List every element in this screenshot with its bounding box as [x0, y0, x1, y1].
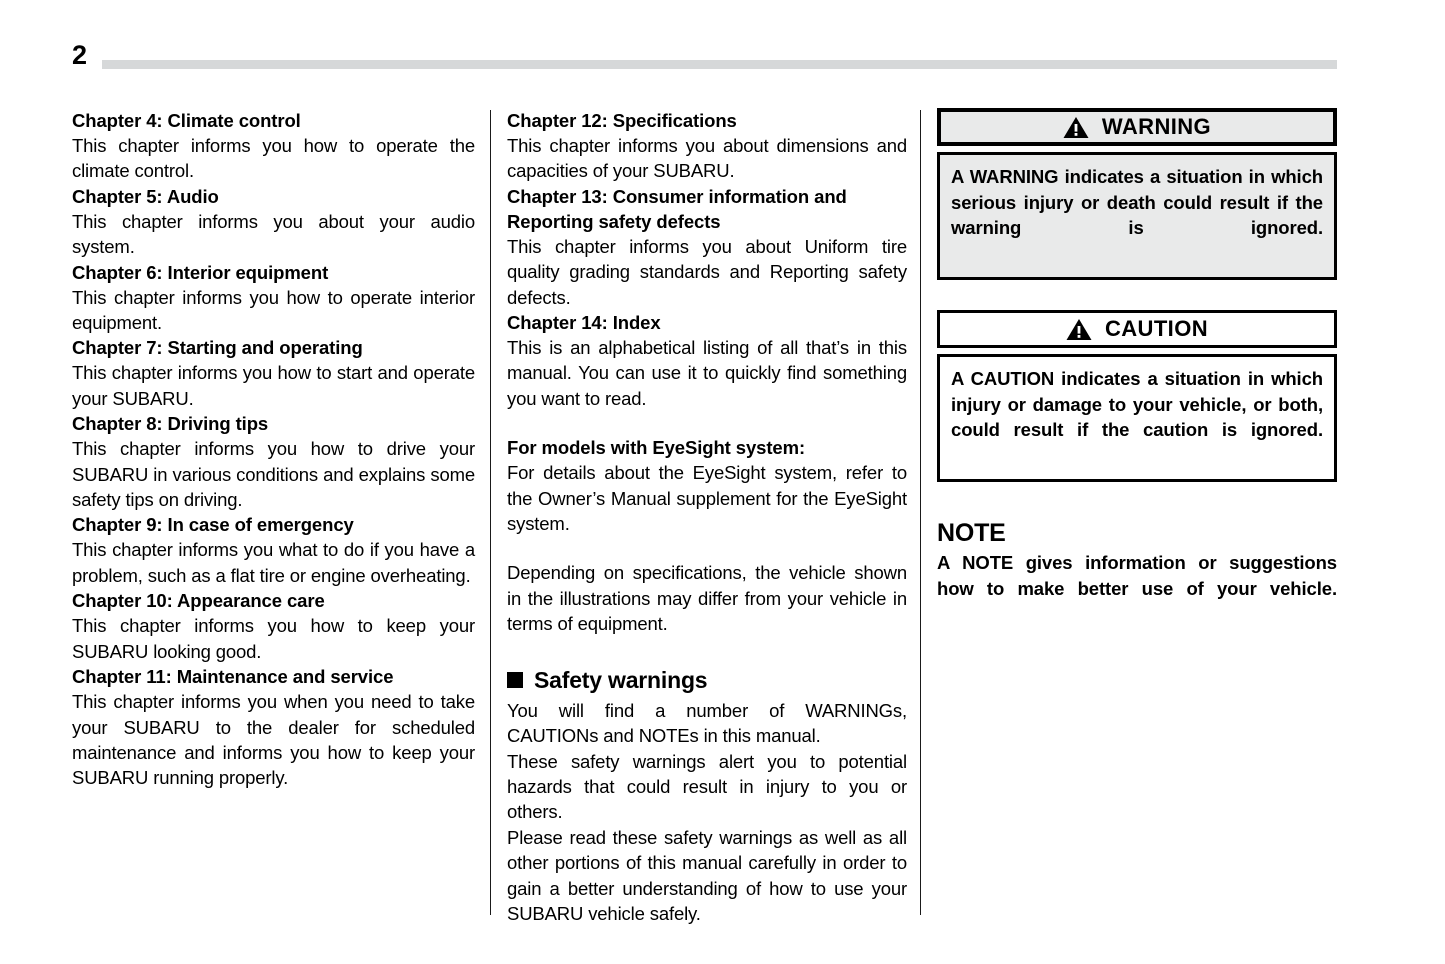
warning-title-box: [937, 108, 1337, 146]
chapter-title: Chapter 7: Starting and operating: [72, 337, 363, 359]
chapter-title: Chapter 6: Interior equipment: [72, 261, 329, 283]
chapter-description: This chapter informs you how to operate interior equipment.: [72, 286, 475, 334]
chapter-description: This chapter informs you about dimensions and capacities of your SUBARU.: [507, 135, 907, 182]
chapter-title: Chapter 13: Consumer information and Reporting safety defects: [507, 185, 847, 232]
note-body-text: A NOTE gives information or suggestions how to make better use of your vehicle.: [937, 552, 1337, 599]
safety-warnings-paragraph: These safety warnings alert you to potential hazards that could result in injury to you or others.: [507, 750, 907, 823]
chapter-description: This chapter informs you when you need to take your SUBARU to the dealer for scheduled maintenance and informs you how to keep your SUBARU running properly.: [72, 691, 475, 789]
chapter-title: Chapter 14: Index: [507, 312, 661, 334]
chapter-title: Chapter 11: Maintenance and service: [72, 666, 394, 688]
safety-warnings-heading: [507, 665, 907, 695]
left-column: [72, 108, 475, 923]
caution-label: CAUTION: [1104, 316, 1208, 341]
chapter-title: Chapter 5: Audio: [72, 185, 219, 207]
safety-warnings-paragraph: Please read these safety warnings as well as all other portions of this manual carefully in order to gain a better understanding of how to use your SUBARU vehicle safely.: [507, 826, 907, 924]
note-title: NOTE: [937, 519, 1006, 547]
warning-triangle-icon: [1063, 116, 1089, 139]
safety-warnings-paragraph: You will find a number of WARNINGs, CAUTIONs and NOTEs in this manual.: [507, 699, 907, 747]
caution-body-box: [937, 354, 1337, 482]
right-column: [937, 108, 1337, 923]
specifications-disclaimer: Depending on specifications, the vehicle shown in the illustrations may differ from your vehicle in terms of equipment.: [507, 562, 907, 635]
column-divider-1: [490, 110, 491, 915]
page-number: 2: [72, 40, 87, 70]
chapter-title: Chapter 10: Appearance care: [72, 590, 325, 612]
warning-label: WARNING: [1101, 114, 1212, 139]
middle-column: [507, 108, 907, 923]
warning-body-box: [937, 152, 1337, 280]
caution-title-box: [937, 310, 1337, 348]
warning-triangle-icon: [1066, 318, 1092, 341]
chapter-description: This chapter informs you what to do if you have a problem, such as a flat tire or engine overheating.: [72, 539, 475, 586]
safety-warnings-heading-label: Safety warnings: [534, 666, 708, 693]
filled-square-icon: [507, 672, 523, 688]
chapter-title: Chapter 12: Specifications: [507, 110, 737, 131]
eyesight-description: For details about the EyeSight system, refer to the Owner’s Manual supplement for the EyeSight system.: [507, 462, 907, 535]
eyesight-title: For models with EyeSight system:: [507, 437, 806, 459]
caution-body-text: A CAUTION indicates a situation in which injury or damage to your vehicle, or both, could result if the caution is ignored.: [951, 368, 1323, 440]
warning-alert-block: [937, 108, 1337, 280]
column-divider-2: [920, 110, 921, 915]
caution-alert-block: [937, 310, 1337, 482]
chapter-title: Chapter 9: In case of emergency: [72, 514, 354, 536]
header-rule: [102, 60, 1337, 69]
page-header: [72, 42, 1337, 76]
chapter-title: Chapter 4: Climate control: [72, 110, 301, 131]
chapter-description: This chapter informs you how to keep your SUBARU looking good.: [72, 615, 475, 662]
chapter-description: This chapter informs you about your audio system.: [72, 210, 475, 258]
warning-body-text: A WARNING indicates a situation in which serious injury or death could result if the warning is ignored.: [951, 166, 1323, 238]
chapter-description: This is an alphabetical listing of all that’s in this manual. You can use it to quickly find something you want to read.: [507, 337, 907, 409]
chapter-description: This chapter informs you how to operate the climate control.: [72, 135, 475, 182]
note-block: [937, 518, 1337, 627]
content-columns: [0, 108, 1445, 923]
chapter-description: This chapter informs you how to start and operate your SUBARU.: [72, 362, 475, 409]
chapter-description: This chapter informs you about Uniform tire quality grading standards and Reporting safety defects.: [507, 235, 907, 308]
chapter-description: This chapter informs you how to drive your SUBARU in various conditions and explains some safety tips on driving.: [72, 438, 475, 511]
chapter-title: Chapter 8: Driving tips: [72, 413, 269, 435]
